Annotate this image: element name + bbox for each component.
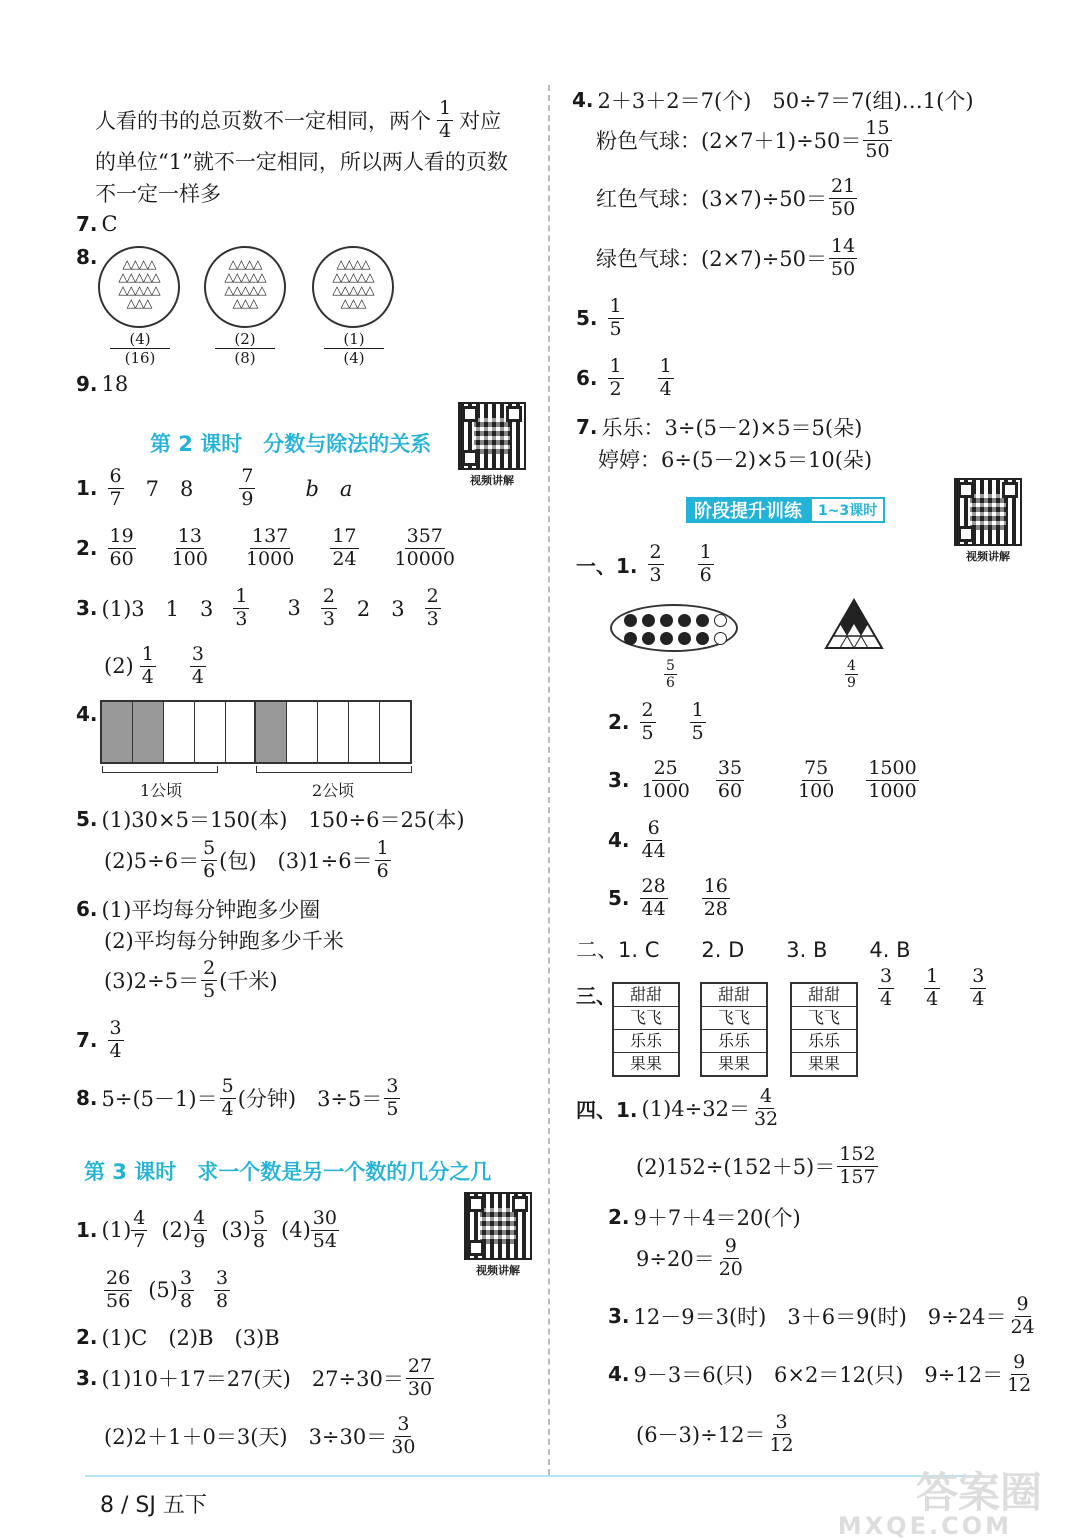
stage-4-4b: (6－3)÷12＝ $\frac{3}{12}$ — [636, 1411, 794, 1456]
watermark-logo: 答案圈 — [915, 1468, 1042, 1517]
name-table-1: 甜甜 飞飞 乐乐 果果 — [612, 982, 680, 1077]
triangle-figure — [824, 598, 884, 650]
stage-3-fractions: $\frac{3}{4}$ $\frac{1}{4}$ $\frac{3}{4}$ — [880, 965, 985, 1010]
stage-3-prefix: 三、 — [576, 984, 616, 1008]
stage-4-2-2: 9÷20＝ $\frac{9}{20}$ — [636, 1235, 743, 1280]
lesson2-answer-8: 8. 5÷(5－1)＝ $\frac{5}{4}$ (分钟) 3÷5＝ $\frac{3}{5}$ — [76, 1075, 399, 1120]
triangle-circle-1: △△△△ △△△△△ △△△△△ △△△ — [98, 246, 180, 328]
lesson-3-title: 第 3 课时 求一个数是另一个数的几分之几 — [84, 1160, 492, 1184]
qr-code[interactable]: 视频讲解 — [458, 402, 526, 488]
name-table-2: 甜甜 飞飞 乐乐 果果 — [700, 982, 768, 1077]
lesson2-answer-6-2: (2)平均每分钟跑多少千米 — [104, 929, 344, 953]
watermark-url: MXQE.COM — [837, 1512, 1012, 1540]
stage-1-1: 一、1. $\frac{2}{3}$ $\frac{1}{6}$ — [576, 541, 712, 586]
lesson-2-title: 第 2 课时 分数与除法的关系 — [150, 432, 432, 456]
lesson3-answer-3-1: 3. (1)10＋17＝27(天) 27÷30＝ $\frac{27}{30}$ — [76, 1355, 433, 1400]
hectare-bars-2 — [254, 700, 412, 764]
fraction: $\frac{1}{4}$ — [439, 97, 452, 142]
answer-9: 9. 18 — [76, 372, 129, 396]
brace-label-1: 1公顷 — [140, 781, 183, 800]
name-table-3: 甜甜 飞飞 乐乐 果果 — [790, 982, 858, 1077]
stage-4-1-1: 四、1. (1)4÷32＝ $\frac{4}{32}$ — [576, 1085, 779, 1130]
lesson3-answer-3-2: (2)2＋1＋0＝3(天) 3÷30＝ $\frac{3}{30}$ — [104, 1413, 416, 1458]
answer-7: 7. C — [76, 212, 118, 236]
stage-4-2-1: 2. 9＋7＋4＝20(个) — [608, 1205, 801, 1230]
lesson3-answer-2: 2. (1)C (2)B (3)B — [76, 1325, 280, 1350]
stage-4-3: 3. 12－9＝3(时) 3＋6＝9(时) 9÷24＝ $\frac{9}{24}$ — [608, 1293, 1035, 1338]
page-footer: 8 / SJ 五下 — [100, 1493, 207, 1518]
stage-2: 二、1. C 2. D 3. B 4. B — [576, 938, 911, 962]
stage-1-2: 2. $\frac{2}{5}$ $\frac{1}{5}$ — [608, 699, 704, 744]
intro-line-3: 不一定一样多 — [95, 182, 221, 206]
answer-7-lele: 7. 乐乐：3÷(5－2)×5＝5(朵) — [576, 415, 863, 440]
lesson2-answer-3-2: (2) $\frac{1}{4}$ $\frac{3}{4}$ — [104, 643, 204, 688]
green-balloon: 绿色气球：(2×7)÷50＝ $\frac{14}{50}$ — [596, 235, 856, 280]
circle-label-1: (4) (16) — [110, 330, 170, 367]
lesson3-answer-1: 1. (1) $\frac{4}{7}$ (2) $\frac{4}{9}$ (3) $\frac{5}{8}$ (4) $\frac{30}{54}$ — [76, 1207, 337, 1252]
qr-code[interactable]: 视频讲解 — [954, 478, 1022, 564]
lesson2-answer-4: 4. — [76, 702, 98, 726]
figure-fraction-1: $\frac{5}{6}$ — [666, 658, 675, 691]
stage-1-3: 3. $\frac{25}{1000}$ $\frac{35}{60}$ $\frac{75}{100}$ $\frac{1500}{1000}$ — [608, 757, 917, 802]
footer-rule — [85, 1475, 985, 1477]
stage-1-5: 5. $\frac{28}{44}$ $\frac{16}{28}$ — [608, 875, 728, 920]
stage-4-4: 4. 9－3＝6(只) 6×2＝12(只) 9÷12＝ $\frac{9}{12}$ — [608, 1351, 1032, 1396]
answer-8: 8. — [76, 245, 98, 269]
intro-line-1: 人看的书的总页数不一定相同，两个 $\frac{1}{4}$ 对应 — [95, 97, 502, 142]
answer-4: 4. 2＋3＋2＝7(个) 50÷7＝7(组)…1(个) — [572, 88, 974, 113]
fruit-ellipse — [610, 604, 738, 652]
circle-label-2: (2) (8) — [215, 330, 275, 367]
triangle-circle-3: △△△△ △△△△△ △△△△△ △△△ — [312, 246, 394, 328]
lesson2-answer-6-3: (3)2÷5＝ $\frac{2}{5}$ (千米) — [104, 957, 278, 1002]
lesson2-answer-1: 1. $\frac{6}{7}$ 7 8 $\frac{7}{9}$ b a — [76, 465, 353, 510]
intro-line-2: 的单位“1”就不一定相同，所以两人看的页数 — [95, 150, 508, 174]
stage-training-badge: 阶段提升训练 1~3课时 — [686, 497, 885, 523]
answer-5: 5. $\frac{1}{5}$ — [576, 295, 622, 340]
brace-2 — [256, 766, 412, 773]
triangle-circle-2: △△△△ △△△△△ △△△△△ △△△ — [204, 246, 286, 328]
pink-balloon: 粉色气球：(2×7＋1)÷50＝ $\frac{15}{50}$ — [596, 117, 890, 162]
lesson2-answer-3-1: 3. (1)3 1 3 $\frac{1}{3}$ 3 $\frac{2}{3}$ 2 3 $\frac{2}{3}$ — [76, 585, 439, 630]
lesson2-answer-5-2: (2)5÷6＝ $\frac{5}{6}$ (包) (3)1÷6＝ $\frac{1}{6}$ — [104, 837, 389, 882]
lesson2-answer-6-1: 6. (1)平均每分钟跑多少圈 — [76, 897, 321, 922]
circle-label-3: (1) (4) — [324, 330, 384, 367]
hectare-bars-1 — [100, 700, 258, 764]
stage-1-4: 4. $\frac{6}{44}$ — [608, 817, 666, 862]
lesson2-answer-2: 2. $\frac{19}{60}$ $\frac{13}{100}$ $\frac{137}{1000}$ $\frac{17}{24}$ $\frac{357}{10000}$ — [76, 525, 455, 570]
stage-4-1-2: (2)152÷(152＋5)＝ $\frac{152}{157}$ — [636, 1143, 876, 1188]
column-divider — [548, 85, 550, 1475]
figure-fraction-2: $\frac{4}{9}$ — [847, 658, 856, 691]
lesson3-answer-1b: $\frac{26}{56}$ (5) $\frac{3}{8}$ $\frac{3}{8}$ — [106, 1267, 229, 1312]
answer-7-tingting: 婷婷：6÷(5－2)×5＝10(朵) — [598, 448, 873, 472]
brace-label-2: 2公顷 — [312, 781, 355, 800]
red-balloon: 红色气球：(3×7)÷50＝ $\frac{21}{50}$ — [596, 175, 856, 220]
lesson2-answer-7: 7. $\frac{3}{4}$ — [76, 1017, 122, 1062]
lesson2-answer-5-1: 5. (1)30×5＝150(本) 150÷6＝25(本) — [76, 807, 465, 832]
brace-1 — [102, 766, 218, 773]
qr-code[interactable]: 视频讲解 — [464, 1192, 532, 1278]
answer-6: 6. $\frac{1}{2}$ $\frac{1}{4}$ — [576, 355, 672, 400]
